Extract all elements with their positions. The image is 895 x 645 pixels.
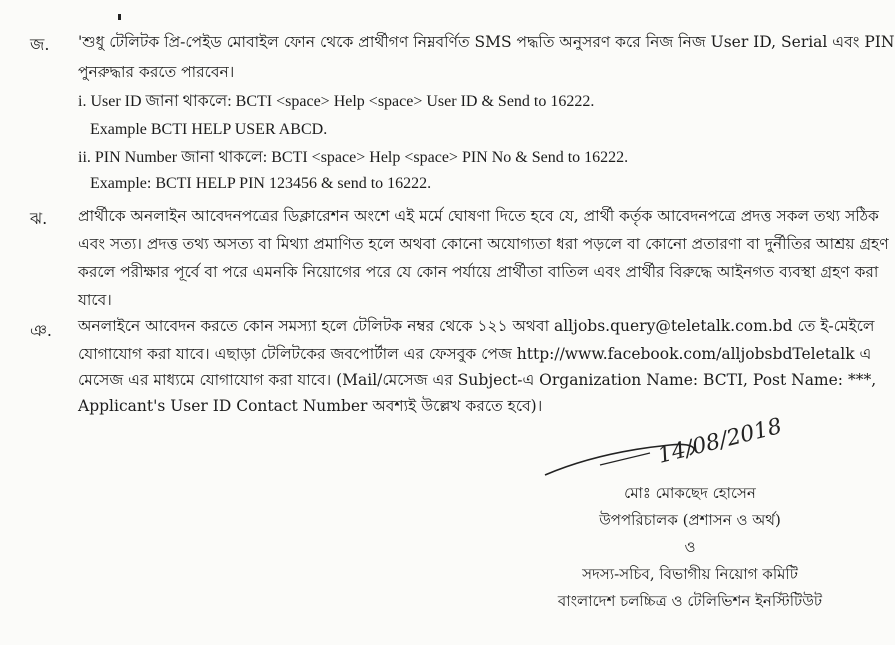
item-jho-line-4: যাবে। (78, 291, 112, 309)
signatory-role: সদস্য-সচিব, বিভাগীয় নিয়োগ কমিটি (582, 565, 798, 583)
handwritten-signature-icon (540, 405, 790, 485)
item-marker-nio: ঞ. (30, 321, 52, 340)
item-nio-line-3: মেসেজ এর মাধ্যমে যোগাযোগ করা যাবে। (Mail/মেসেজ এর Subject-এ Organization Name: BCTI, Post Name: ***, (78, 371, 877, 389)
item-jho-line-3: করলে পরীক্ষার পূর্বে বা পরে এমনকি নিয়োগের পরে যে কোন পর্যায়ে প্রার্থীতা বাতিল এবং প্রার্থীর বিরুদ্ধে আইনগত ব্যবস্থা গ্রহণ করা (78, 263, 879, 281)
signatory-organization: বাংলাদেশ চলচ্চিত্র ও টেলিভিশন ইনস্টিটিউট (557, 592, 823, 610)
sms-userid-instruction: i. User ID জানা থাকলে: BCTI <space> Help <space> User ID & Send to 16222. (78, 93, 595, 110)
sms-userid-example: Example BCTI HELP USER ABCD. (90, 121, 328, 138)
signatory-block (520, 480, 860, 615)
signatory-name: মোঃ মোকছেদ হোসেন (624, 484, 756, 502)
item-jho-line-1: প্রার্থীকে অনলাইন আবেদনপত্রের ডিক্লারেশন অংশে এই মর্মে ঘোষণা দিতে হবে যে, প্রার্থী কর্তৃক আবেদনপত্রে প্রদত্ত সকল তথ্য সঠিক (78, 207, 879, 225)
sms-pin-example: Example: BCTI HELP PIN 123456 & send to 16222. (90, 175, 432, 192)
signatory-conjunction: ও (684, 538, 696, 556)
item-marker-jo: জ. (30, 35, 50, 54)
item-nio-line-1: অনলাইনে আবেদন করতে কোন সমস্যা হলে টেলিটক নম্বর থেকে ১২১ অথবা alljobs.query@teletalk.com.bd তে ই-মেইলে (78, 317, 875, 335)
item-nio-line-2: যোগাযোগ করা যাবে। এছাড়া টেলিটকের জবপোর্টাল এর ফেসবুক পেজ http://www.facebook.com/alljobsbdTeletalk এ (78, 345, 872, 363)
item-nio-line-4: Applicant's User ID Contact Number অবশ্যই উল্লেখ করতে হবে)। (78, 397, 543, 415)
item-jo-line-2: পুনরুদ্ধার করতে পারবেন। (78, 63, 235, 81)
svg-text:14/08/2018: 14/08/2018 (655, 413, 785, 469)
scan-speck (118, 14, 121, 20)
signatory-title: উপপরিচালক (প্রশাসন ও অর্থ) (599, 511, 781, 529)
item-jo-line-1: 'শুধু টেলিটক প্রি-পেইড মোবাইল ফোন থেকে প্রার্থীগণ নিম্নবর্ণিত SMS পদ্ধতি অনুসরণ করে নিজ নিজ User ID, Serial এবং PIN (78, 33, 895, 51)
sms-pin-instruction: ii. PIN Number জানা থাকলে: BCTI <space> Help <space> PIN No & Send to 16222. (78, 149, 629, 166)
item-marker-jho: ঝ. (30, 209, 48, 228)
item-jho-line-2: এবং সত্য। প্রদত্ত তথ্য অসত্য বা মিথ্যা প্রমাণিত হলে অথবা কোনো অযোগ্যতা ধরা পড়লে বা কোনো প্রতারণা বা দুর্নীতির আশ্রয় গ্রহণ (78, 235, 889, 253)
